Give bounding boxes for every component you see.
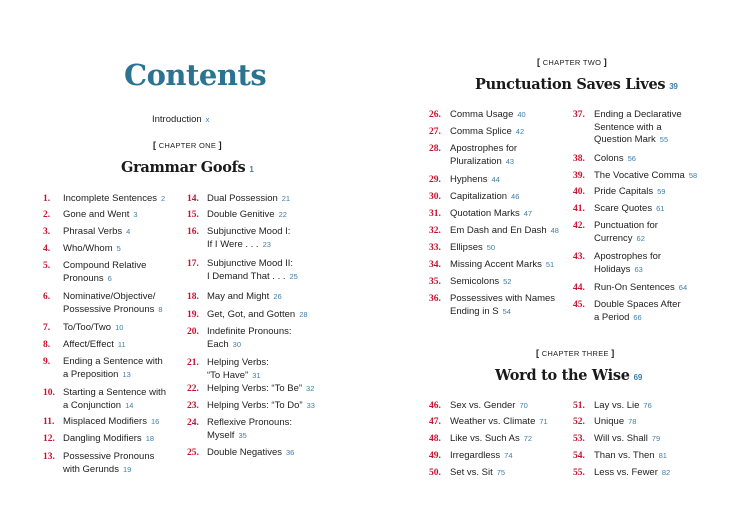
entry-number: 5. bbox=[43, 261, 51, 271]
entry-title-line: Each 30 bbox=[207, 338, 241, 350]
entry-title-line: Affect/Effect 11 bbox=[63, 339, 126, 350]
entry-title-line: Helping Verbs: “To Be” 32 bbox=[207, 383, 315, 394]
entry-title-line: Helping Verbs: “To Do” 33 bbox=[207, 400, 315, 411]
entry-page-number: 79 bbox=[651, 434, 661, 443]
entry-page-number: 33 bbox=[306, 401, 315, 410]
entry-page-number: 23 bbox=[262, 239, 271, 249]
introduction-label: Introduction bbox=[152, 114, 202, 125]
entry-page-number: 58 bbox=[688, 171, 698, 180]
entry-number: 35. bbox=[429, 277, 441, 287]
entry-page-number: 61 bbox=[656, 204, 665, 213]
entry-page-number: 18 bbox=[145, 434, 155, 443]
entry-page-number: 40 bbox=[517, 110, 526, 119]
entry-title-line: with Gerunds 19 bbox=[63, 463, 132, 475]
entry-number: 48. bbox=[429, 434, 441, 444]
entry-title-line: If I Were . . . 23 bbox=[207, 238, 271, 250]
entry-title-line: Possessive Pronouns bbox=[63, 451, 155, 462]
entry-page-number: 42 bbox=[515, 127, 525, 136]
entry-title-line: a Period 66 bbox=[594, 311, 642, 323]
entry-page-number: 82 bbox=[661, 468, 671, 477]
entry-title-line: Nominative/Objective/ bbox=[63, 291, 156, 302]
entry-page-number: 63 bbox=[634, 264, 643, 274]
entry-number: 7. bbox=[43, 323, 51, 333]
entry-number: 25. bbox=[187, 448, 199, 458]
entry-number: 30. bbox=[429, 192, 441, 202]
entry-title-line: Double Negatives 36 bbox=[207, 447, 295, 458]
entry-title-line: Scare Quotes 61 bbox=[594, 203, 665, 214]
entry-title-line: Possessives with Names bbox=[450, 293, 556, 304]
entry-page-number: 31 bbox=[252, 370, 261, 380]
entry-title-line: Irregardless 74 bbox=[450, 450, 513, 461]
entry-title-line: Question Mark 55 bbox=[594, 134, 669, 145]
entry-page-number: 3 bbox=[133, 210, 138, 219]
entry-title-line: Double Genitive 22 bbox=[207, 209, 287, 220]
entry-title-line: Pronouns 6 bbox=[63, 272, 112, 284]
entry-title-line: Than vs. Then 81 bbox=[594, 450, 667, 461]
entry-number: 15. bbox=[187, 210, 199, 220]
entry-number: 16. bbox=[187, 227, 199, 237]
entry-title-line: I Demand That . . . 25 bbox=[207, 270, 298, 282]
chapter-two-label: [ CHAPTER TWO ] bbox=[537, 57, 607, 67]
entry-title-line: Hyphens 44 bbox=[450, 174, 500, 185]
entry-title-line: Dual Possession 21 bbox=[207, 193, 291, 204]
entry-number: 28. bbox=[429, 144, 441, 154]
entry-title-line: Comma Splice 42 bbox=[450, 126, 525, 137]
entry-number: 49. bbox=[429, 451, 441, 461]
entry-page-number: 75 bbox=[496, 468, 506, 477]
entry-number: 17. bbox=[187, 259, 199, 269]
entry-page-number: 35 bbox=[238, 430, 247, 440]
entry-title-line: Capitalization 46 bbox=[450, 191, 520, 202]
entry-number: 8. bbox=[43, 340, 51, 350]
entry-title-line: Ending in S 54 bbox=[450, 305, 511, 317]
entry-page-number: 72 bbox=[523, 434, 533, 443]
entry-number: 20. bbox=[187, 327, 199, 337]
entry-title-line: Myself 35 bbox=[207, 429, 247, 441]
entry-title-line: Comma Usage 40 bbox=[450, 109, 526, 120]
entry-page-number: 48 bbox=[550, 226, 559, 235]
entry-page-number: 30 bbox=[232, 339, 241, 349]
entry-title-line: Holidays 63 bbox=[594, 263, 643, 275]
entry-number: 2. bbox=[43, 210, 51, 220]
entry-title-line: Reflexive Pronouns: bbox=[207, 417, 293, 428]
entry-title-line: Weather vs. Climate 71 bbox=[450, 416, 548, 427]
entry-number: 32. bbox=[429, 226, 441, 236]
entry-page-number: 55 bbox=[659, 135, 669, 144]
entry-page-number: 36 bbox=[286, 448, 295, 457]
entry-page-number: 50 bbox=[486, 243, 496, 252]
entry-page-number: 32 bbox=[306, 384, 315, 393]
entry-page-number: 25 bbox=[289, 271, 298, 281]
entry-page-number: 26 bbox=[273, 292, 282, 301]
entry-number: 12. bbox=[43, 434, 55, 444]
entry-number: 24. bbox=[187, 418, 199, 428]
entry-number: 1. bbox=[43, 194, 51, 204]
chapter-two-title[interactable]: Punctuation Saves Lives 39 bbox=[475, 76, 678, 93]
entry-title-line: “To Have” 31 bbox=[207, 369, 261, 381]
entry-title-line: Pluralization 43 bbox=[450, 155, 515, 167]
entry-number: 29. bbox=[429, 175, 441, 185]
entry-title-line: Gone and Went 3 bbox=[63, 209, 138, 220]
entry-page-number: 44 bbox=[491, 175, 500, 184]
chapter-one-title[interactable]: Grammar Goofs 1 bbox=[121, 159, 254, 176]
introduction-entry[interactable] bbox=[152, 114, 209, 125]
entry-number: 51. bbox=[573, 401, 585, 411]
entry-page-number: 54 bbox=[502, 306, 511, 316]
entry-number: 33. bbox=[429, 243, 441, 253]
introduction-page: x bbox=[205, 115, 210, 124]
entry-page-number: 56 bbox=[627, 154, 636, 163]
entry-number: 3. bbox=[43, 227, 51, 237]
entry-title-line: Who/Whom 5 bbox=[63, 243, 121, 254]
entry-number: 23. bbox=[187, 401, 199, 411]
entry-number: 37. bbox=[573, 110, 585, 120]
entry-number: 38. bbox=[573, 154, 585, 164]
entry-page-number: 19 bbox=[122, 464, 132, 474]
entry-page-number: 5 bbox=[116, 244, 121, 253]
entry-title-line: Double Spaces After bbox=[594, 299, 681, 310]
entry-number: 45. bbox=[573, 300, 585, 310]
entry-page-number: 22 bbox=[278, 210, 287, 219]
entry-number: 55. bbox=[573, 468, 585, 478]
entry-page-number: 64 bbox=[678, 283, 688, 292]
entry-page-number: 76 bbox=[643, 401, 652, 410]
entry-title-line: Em Dash and En Dash 48 bbox=[450, 225, 559, 236]
entry-number: 36. bbox=[429, 294, 441, 304]
entry-number: 6. bbox=[43, 292, 51, 302]
entry-page-number: 81 bbox=[658, 451, 667, 460]
entry-title-line: May and Might 26 bbox=[207, 291, 282, 302]
entry-number: 14. bbox=[187, 194, 199, 204]
entry-title-line: Dangling Modifiers 18 bbox=[63, 433, 155, 444]
entry-title-line: Ellipses 50 bbox=[450, 242, 496, 253]
entry-number: 21. bbox=[187, 358, 199, 368]
entry-number: 47. bbox=[429, 417, 441, 427]
entry-title-line: Quotation Marks 47 bbox=[450, 208, 533, 219]
entry-title-line: Misplaced Modifiers 16 bbox=[63, 416, 160, 427]
entry-title-line: Sex vs. Gender 70 bbox=[450, 400, 528, 411]
entry-title-line: Possessive Pronouns 8 bbox=[63, 303, 163, 315]
entry-page-number: 13 bbox=[122, 369, 131, 379]
entry-page-number: 46 bbox=[511, 192, 520, 201]
entry-title-line: Semicolons 52 bbox=[450, 276, 512, 287]
entry-number: 52. bbox=[573, 417, 585, 427]
entry-page-number: 70 bbox=[519, 401, 528, 410]
entry-page-number: 59 bbox=[657, 187, 666, 196]
entry-number: 53. bbox=[573, 434, 585, 444]
entry-page-number: 52 bbox=[503, 277, 512, 286]
entry-title-line: Like vs. Such As 72 bbox=[450, 433, 533, 444]
entry-title-line: To/Too/Two 10 bbox=[63, 322, 124, 333]
entry-title-line: The Vocative Comma 58 bbox=[594, 170, 698, 181]
entry-title-line: Phrasal Verbs 4 bbox=[63, 226, 131, 237]
entry-number: 39. bbox=[573, 171, 585, 181]
entry-number: 19. bbox=[187, 310, 199, 320]
entry-page-number: 21 bbox=[281, 194, 291, 203]
chapter-three-title[interactable]: Word to the Wise 69 bbox=[495, 367, 642, 384]
contents-title: Contents bbox=[124, 58, 267, 92]
entry-number: 31. bbox=[429, 209, 441, 219]
entry-page-number: 10 bbox=[115, 323, 124, 332]
entry-number: 46. bbox=[429, 401, 441, 411]
entry-page-number: 6 bbox=[107, 273, 112, 283]
entry-number: 34. bbox=[429, 260, 441, 270]
chapter-one-label: [ CHAPTER ONE ] bbox=[153, 140, 222, 150]
entry-number: 54. bbox=[573, 451, 585, 461]
entry-title-line: Currency 62 bbox=[594, 232, 645, 244]
entry-page-number: 2 bbox=[161, 194, 166, 203]
entry-page-number: 47 bbox=[523, 209, 533, 218]
entry-number: 27. bbox=[429, 127, 441, 137]
entry-page-number: 28 bbox=[299, 310, 308, 319]
entry-title-line: Subjunctive Mood II: bbox=[207, 258, 294, 269]
entry-title-line: Get, Got, and Gotten 28 bbox=[207, 309, 308, 320]
entry-title-line: Apostrophes for bbox=[594, 251, 662, 262]
entry-page-number: 11 bbox=[117, 340, 126, 349]
entry-page-number: 8 bbox=[158, 304, 163, 314]
entry-page-number: 62 bbox=[636, 233, 645, 243]
entry-page-number: 4 bbox=[126, 227, 131, 236]
entry-title-line: Sentence with a bbox=[594, 121, 662, 133]
entry-title-line: Compound Relative bbox=[63, 260, 147, 271]
entry-number: 44. bbox=[573, 283, 585, 293]
entry-page-number: 16 bbox=[150, 417, 160, 426]
entry-title-line: Colons 56 bbox=[594, 153, 636, 164]
entry-number: 26. bbox=[429, 110, 441, 120]
entry-title-line: Starting a Sentence with bbox=[63, 387, 166, 398]
entry-page-number: 66 bbox=[633, 312, 642, 322]
entry-title-line: Will vs. Shall 79 bbox=[594, 433, 661, 444]
entry-title-line: Lay vs. Lie 76 bbox=[594, 400, 652, 411]
entry-title-line: Pride Capitals 59 bbox=[594, 186, 666, 197]
entry-title-line: a Preposition 13 bbox=[63, 368, 131, 380]
entry-number: 13. bbox=[43, 452, 55, 462]
entry-page-number: 74 bbox=[504, 451, 513, 460]
entry-title-line: Punctuation for bbox=[594, 220, 658, 231]
entry-title-line: Apostrophes for bbox=[450, 143, 518, 154]
entry-page-number: 51 bbox=[545, 260, 555, 269]
entry-title-line: Incomplete Sentences 2 bbox=[63, 193, 166, 204]
entry-page-number: 71 bbox=[539, 417, 548, 426]
entry-title-line: Indefinite Pronouns: bbox=[207, 326, 292, 337]
entry-title-line: Helping Verbs: bbox=[207, 357, 269, 368]
entry-page-number: 43 bbox=[505, 156, 515, 166]
entry-title-line: Run-On Sentences 64 bbox=[594, 282, 688, 293]
entry-page-number: 14 bbox=[125, 400, 134, 410]
entry-number: 40. bbox=[573, 187, 585, 197]
entry-title-line: Unique 78 bbox=[594, 416, 637, 427]
entry-title-line: Missing Accent Marks 51 bbox=[450, 259, 555, 270]
entry-number: 18. bbox=[187, 292, 199, 302]
entry-number: 50. bbox=[429, 468, 441, 478]
entry-number: 10. bbox=[43, 388, 55, 398]
entry-page-number: 78 bbox=[628, 417, 637, 426]
entry-number: 11. bbox=[43, 417, 55, 427]
entry-number: 42. bbox=[573, 221, 585, 231]
entry-title-line: Subjunctive Mood I: bbox=[207, 226, 291, 237]
entry-title-line: Ending a Declarative bbox=[594, 109, 682, 120]
entry-title-line: Set vs. Sit 75 bbox=[450, 467, 506, 478]
entry-title-line: Less vs. Fewer 82 bbox=[594, 467, 671, 478]
entry-number: 22. bbox=[187, 384, 199, 394]
entry-number: 4. bbox=[43, 244, 51, 254]
chapter-three-label: [ CHAPTER THREE ] bbox=[536, 348, 615, 358]
entry-number: 9. bbox=[43, 357, 51, 367]
entry-title-line: Ending a Sentence with bbox=[63, 356, 163, 367]
entry-title-line: a Conjunction 14 bbox=[63, 399, 134, 411]
entry-number: 41. bbox=[573, 204, 585, 214]
entry-number: 43. bbox=[573, 252, 585, 262]
